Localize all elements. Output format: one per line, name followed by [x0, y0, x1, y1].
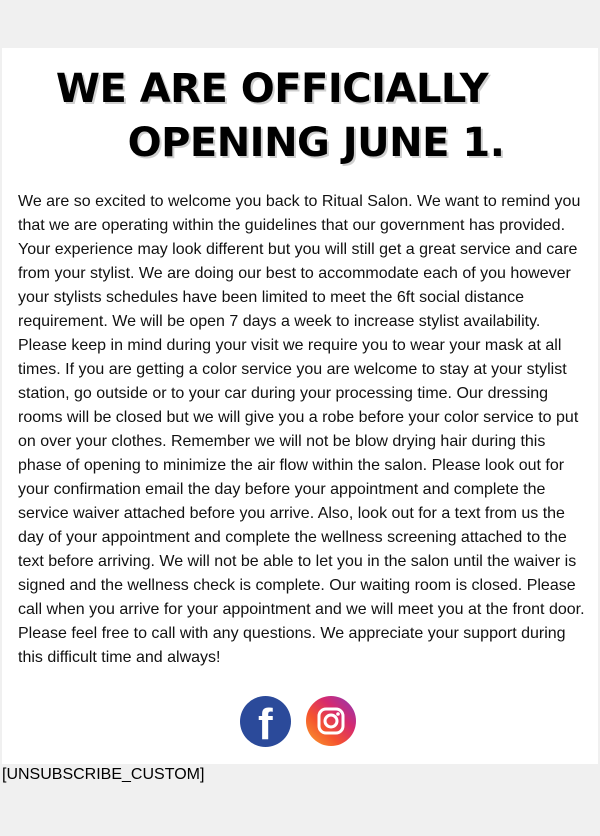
instagram-glyph	[306, 696, 356, 746]
facebook-icon[interactable]	[240, 696, 291, 747]
headline	[2, 62, 542, 170]
body-paragraph: We are so excited to welcome you back to Ritual Salon. We want to remind you that we are operating within the guidelines that our government has provided. Your experience may look different but you will still get a great service and care from your stylist. We are doing our best to accommodate each of you however your stylists schedules have been limited to meet the 6ft social distance requirement. We will be open 7 days a week to increase stylist availability. Please keep in mind during your visit we require you to wear your mask at all times. If you are getting a color service you are welcome to stay at your stylist station, go outside or to your car during your processing time. Our dressing rooms will be closed but we will give you a robe before your color service to put on over your clothes. Remember we will not be blow drying hair during this phase of opening to minimize the air flow within the salon. Please look out for your confirmation email the day before your appointment and complete the service waiver attached before you arrive. Also, look out for a text from us the day of your appointment and complete the wellness screening attached to the text before arriving. We will not be able to let you in the salon until the waiver is signed and the wellness check is complete. Our waiting room is closed. Please call when you arrive for your appointment and we will meet you at the front door. Please feel free to call with any questions. We appreciate your support during this difficult time and always!	[18, 193, 585, 666]
unsubscribe-link[interactable]: [UNSUBSCRIBE_CUSTOM]	[2, 766, 205, 783]
social-links	[2, 696, 598, 748]
instagram-icon[interactable]	[306, 696, 356, 746]
headline-line-2: OPENING JUNE 1.	[127, 120, 505, 166]
email-card	[2, 48, 598, 764]
facebook-glyph: f	[258, 700, 273, 749]
headline-line-1: WE ARE OFFICIALLY	[55, 66, 489, 112]
